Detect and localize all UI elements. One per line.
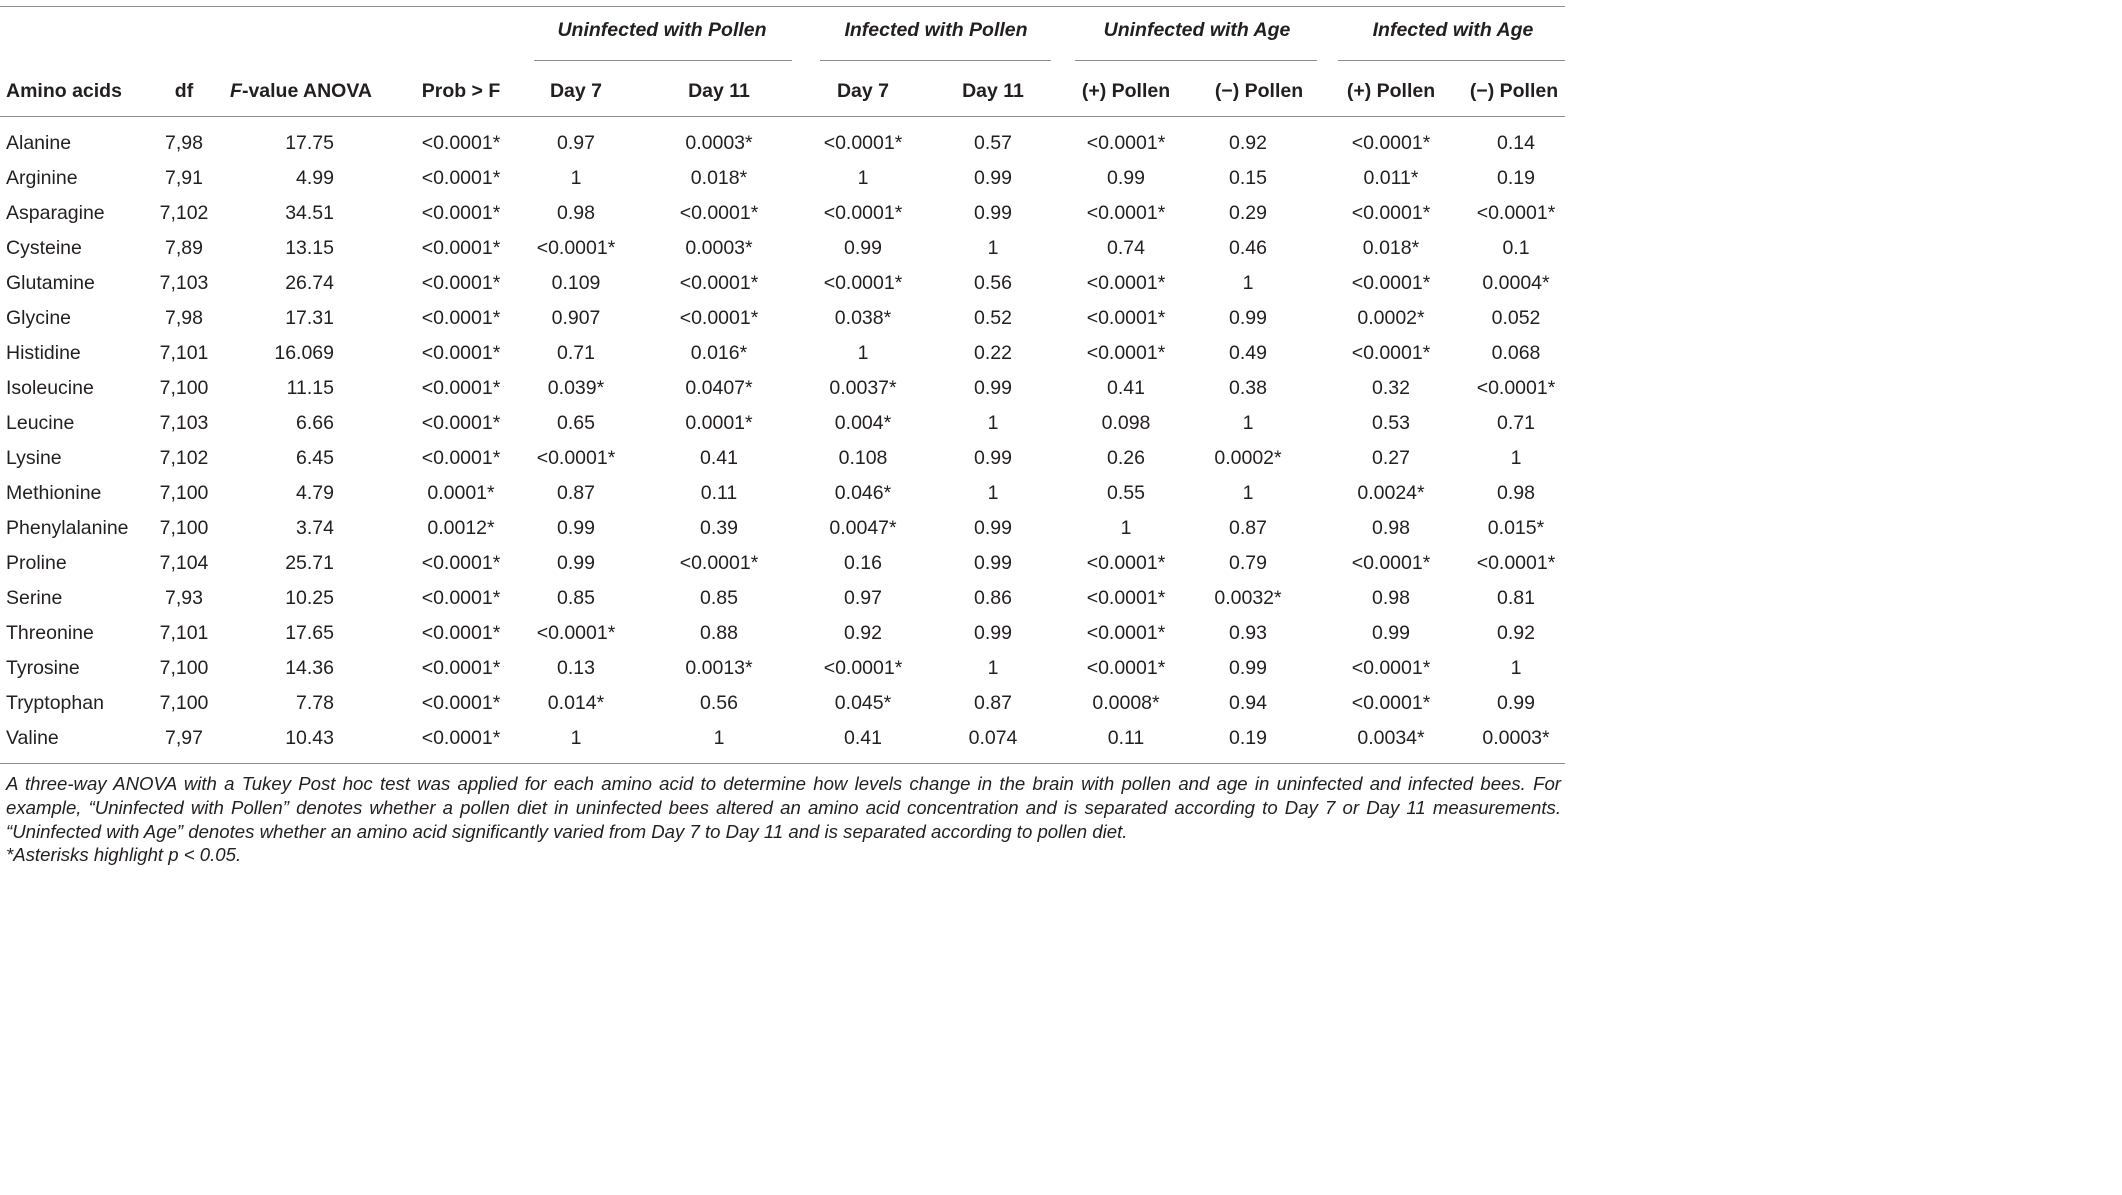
table-cell: <0.0001* xyxy=(1086,342,1166,364)
table-cell: 0.0003* xyxy=(1482,727,1550,749)
header-infected-pollen-day11: Day 11 xyxy=(962,80,1024,102)
table-cell: 0.87 xyxy=(974,692,1012,714)
table-cell: 0.41 xyxy=(700,447,738,469)
table-cell: 0.81 xyxy=(1497,587,1535,609)
table-cell: 0.56 xyxy=(974,272,1012,294)
table-cell: <0.0001* xyxy=(679,307,759,329)
table-cell: <0.0001* xyxy=(679,272,759,294)
table-cell: <0.0001* xyxy=(1351,132,1431,154)
table-cell: 0.41 xyxy=(844,727,882,749)
table-cell: 0.99 xyxy=(974,202,1012,224)
table-cell: 7,97 xyxy=(165,727,203,749)
table-cell: 0.98 xyxy=(557,202,595,224)
table-cell: <0.0001* xyxy=(1086,272,1166,294)
table-cell: 0.052 xyxy=(1491,307,1541,329)
table-cell: 0.1 xyxy=(1502,237,1530,259)
table-cell: 4.99 xyxy=(296,167,334,189)
table-cell: 0.56 xyxy=(700,692,738,714)
amino-acid-name: Lysine xyxy=(6,447,62,469)
table-cell: 0.99 xyxy=(1372,622,1410,644)
header-prob: Prob > F xyxy=(421,80,501,102)
table-cell: 0.0002* xyxy=(1357,307,1425,329)
table-cell: 0.46 xyxy=(1229,237,1267,259)
table-cell: 0.11 xyxy=(700,482,738,504)
table-cell: 0.99 xyxy=(974,167,1012,189)
table-cell: <0.0001* xyxy=(1086,587,1166,609)
table-cell: 1 xyxy=(1120,517,1132,539)
table-cell: <0.0001* xyxy=(1351,692,1431,714)
table-cell: 1 xyxy=(857,342,869,364)
table-cell: 0.046* xyxy=(834,482,892,504)
table-cell: 7,89 xyxy=(165,237,203,259)
group-rule-uninfected-age xyxy=(1075,60,1317,61)
table-cell: 1 xyxy=(1242,482,1254,504)
table-cell: 0.0037* xyxy=(829,377,897,399)
table-cell: <0.0001* xyxy=(1351,552,1431,574)
table-cell: <0.0001* xyxy=(1476,377,1556,399)
table-cell: 10.43 xyxy=(285,727,334,749)
footnote-asterisk: *Asterisks highlight p < 0.05. xyxy=(6,844,242,866)
group-header-uninfected-age: Uninfected with Age xyxy=(1103,19,1291,41)
table-cell: 0.99 xyxy=(557,517,595,539)
table-cell: <0.0001* xyxy=(823,132,903,154)
table-cell: 0.39 xyxy=(700,517,738,539)
amino-acid-name: Isoleucine xyxy=(6,377,94,399)
table-cell: 0.65 xyxy=(557,412,595,434)
table-footnote xyxy=(6,772,1561,867)
table-cell: 0.0013* xyxy=(685,657,753,679)
amino-acid-name: Threonine xyxy=(6,622,94,644)
table-cell: 11.15 xyxy=(286,377,334,399)
table-cell: 3.74 xyxy=(296,517,334,539)
table-cell: 0.52 xyxy=(974,307,1012,329)
table-cell: 0.907 xyxy=(551,307,601,329)
table-cell: 7,104 xyxy=(159,552,209,574)
table-cell: 0.29 xyxy=(1229,202,1267,224)
table-cell: 0.88 xyxy=(700,622,738,644)
header-uninfected-pollen-day7: Day 7 xyxy=(549,80,603,102)
table-cell: 7,100 xyxy=(159,482,209,504)
amino-acid-name: Cysteine xyxy=(6,237,82,259)
amino-acid-name: Phenylalanine xyxy=(6,517,129,539)
header-bottom-rule xyxy=(0,116,1565,117)
table-cell: 7,98 xyxy=(165,132,203,154)
table-cell: 0.0047* xyxy=(829,517,897,539)
table-cell: 0.16 xyxy=(844,552,882,574)
table-cell: <0.0001* xyxy=(421,237,501,259)
table-cell: 0.015* xyxy=(1487,517,1545,539)
table-cell: 7,102 xyxy=(159,447,209,469)
table-cell: 7,91 xyxy=(165,167,203,189)
table-cell: <0.0001* xyxy=(421,342,501,364)
table-cell: 0.014* xyxy=(547,692,605,714)
table-cell: <0.0001* xyxy=(421,552,501,574)
table-cell: <0.0001* xyxy=(823,202,903,224)
table-cell: 0.0003* xyxy=(685,237,753,259)
table-cell: 1 xyxy=(987,237,999,259)
table-cell: <0.0001* xyxy=(1476,202,1556,224)
table-cell: 7,98 xyxy=(165,307,203,329)
table-cell: 0.109 xyxy=(551,272,601,294)
table-cell: 0.0004* xyxy=(1482,272,1550,294)
header-infected-age-minus-pollen: (−) Pollen xyxy=(1469,80,1559,102)
table-cell: 0.98 xyxy=(1372,587,1410,609)
table-cell: <0.0001* xyxy=(421,377,501,399)
table-cell: 16.069 xyxy=(274,342,334,364)
table-cell: 13.15 xyxy=(285,237,334,259)
table-cell: 0.93 xyxy=(1229,622,1267,644)
table-cell: <0.0001* xyxy=(421,167,501,189)
table-cell: 0.074 xyxy=(968,727,1018,749)
table-cell: <0.0001* xyxy=(1086,622,1166,644)
table-cell: <0.0001* xyxy=(1086,202,1166,224)
header-amino-acids: Amino acids xyxy=(6,80,122,102)
amino-acid-name: Leucine xyxy=(6,412,75,434)
table-cell: 0.99 xyxy=(844,237,882,259)
table-cell: 0.99 xyxy=(974,447,1012,469)
table-cell: 0.99 xyxy=(1497,692,1535,714)
amino-acid-name: Methionine xyxy=(6,482,102,504)
table-cell: 0.22 xyxy=(974,342,1012,364)
header-infected-age-plus-pollen: (+) Pollen xyxy=(1346,80,1436,102)
table-cell: 0.99 xyxy=(974,622,1012,644)
table-cell: <0.0001* xyxy=(1351,272,1431,294)
table-cell: 0.045* xyxy=(834,692,892,714)
table-cell: 0.32 xyxy=(1372,377,1410,399)
table-cell: 0.87 xyxy=(557,482,595,504)
table-cell: <0.0001* xyxy=(1086,552,1166,574)
table-cell: 17.31 xyxy=(285,307,334,329)
footnote-text: A three-way ANOVA with a Tukey Post hoc test was applied for each amino acid to determine how levels change in the brain with pollen and age in uninfected and infected bees. For example, “Uninfected with Pollen” denotes whether a pollen diet in uninfected bees altered an amino acid concentration and is separated according to Day 7 or Day 11 measurements. “Uninfected with Age” denotes whether an amino acid significantly varied from Day 7 to Day 11 and is separated according to pollen diet. xyxy=(6,773,1561,842)
table-cell: 0.38 xyxy=(1229,377,1267,399)
table-cell: 0.99 xyxy=(974,517,1012,539)
table-cell: 0.19 xyxy=(1229,727,1267,749)
table-cell: 0.86 xyxy=(974,587,1012,609)
table-cell: 0.71 xyxy=(557,342,595,364)
table-cell: 0.94 xyxy=(1229,692,1267,714)
table-cell: <0.0001* xyxy=(421,622,501,644)
amino-acid-name: Histidine xyxy=(6,342,81,364)
table-cell: 1 xyxy=(1242,272,1254,294)
table-cell: <0.0001* xyxy=(679,202,759,224)
amino-acid-name: Tyrosine xyxy=(6,657,80,679)
table-cell: 0.0001* xyxy=(685,412,753,434)
table-cell: 17.65 xyxy=(285,622,334,644)
table-cell: <0.0001* xyxy=(421,587,501,609)
table-cell: 0.98 xyxy=(1372,517,1410,539)
table-cell: 0.011* xyxy=(1363,167,1419,189)
table-cell: 4.79 xyxy=(296,482,334,504)
table-cell: 0.74 xyxy=(1107,237,1145,259)
table-cell: 0.99 xyxy=(557,552,595,574)
table-cell: 1 xyxy=(987,482,999,504)
table-cell: 1 xyxy=(570,727,582,749)
table-cell: 0.039* xyxy=(547,377,605,399)
table-cell: 0.99 xyxy=(1229,307,1267,329)
table-cell: <0.0001* xyxy=(1086,132,1166,154)
table-cell: 0.0024* xyxy=(1357,482,1425,504)
table-cell: 14.36 xyxy=(285,657,334,679)
table-cell: 0.98 xyxy=(1497,482,1535,504)
group-rule-infected-pollen xyxy=(820,60,1051,61)
table-cell: 0.26 xyxy=(1107,447,1145,469)
table-cell: 0.99 xyxy=(974,377,1012,399)
table-cell: 0.53 xyxy=(1372,412,1410,434)
group-rule-uninfected-pollen xyxy=(534,60,792,61)
table-cell: 1 xyxy=(570,167,582,189)
table-cell: 0.99 xyxy=(974,552,1012,574)
table-cell: 7,103 xyxy=(159,412,209,434)
table-cell: 0.018* xyxy=(1362,237,1420,259)
table-cell: <0.0001* xyxy=(1086,657,1166,679)
table-cell: 0.0407* xyxy=(685,377,753,399)
table-cell: 0.19 xyxy=(1497,167,1535,189)
table-cell: 0.55 xyxy=(1107,482,1145,504)
table-cell: 0.71 xyxy=(1497,412,1535,434)
table-cell: <0.0001* xyxy=(421,272,501,294)
table-cell: 0.0012* xyxy=(427,517,495,539)
table-cell: 1 xyxy=(987,412,999,434)
table-cell: 34.51 xyxy=(285,202,334,224)
table-cell: 6.66 xyxy=(296,412,334,434)
table-cell: <0.0001* xyxy=(1351,342,1431,364)
table-cell: <0.0001* xyxy=(421,132,501,154)
group-rule-infected-age xyxy=(1338,60,1565,61)
header-infected-pollen-day7: Day 7 xyxy=(836,80,890,102)
table-cell: 1 xyxy=(1510,447,1522,469)
table-cell: 0.57 xyxy=(974,132,1012,154)
table-cell: 7,100 xyxy=(159,517,209,539)
table-cell: 0.92 xyxy=(844,622,882,644)
table-cell: 0.85 xyxy=(557,587,595,609)
table-cell: <0.0001* xyxy=(1351,657,1431,679)
amino-acid-name: Proline xyxy=(6,552,67,574)
table-cell: 25.71 xyxy=(285,552,334,574)
table-cell: 0.97 xyxy=(844,587,882,609)
table-cell: 0.13 xyxy=(557,657,595,679)
table-bottom-rule xyxy=(0,763,1565,764)
table-cell: 0.0034* xyxy=(1357,727,1425,749)
amino-acid-name: Tryptophan xyxy=(6,692,104,714)
header-f-rest: -value ANOVA xyxy=(241,80,372,102)
table-top-rule xyxy=(0,6,1565,7)
table-cell: 0.098 xyxy=(1101,412,1151,434)
table-cell: 7,100 xyxy=(159,692,209,714)
table-cell: 0.27 xyxy=(1372,447,1410,469)
table-cell: 10.25 xyxy=(285,587,334,609)
table-cell: 1 xyxy=(1510,657,1522,679)
group-header-uninfected-pollen: Uninfected with Pollen xyxy=(557,19,767,41)
amino-acid-name: Glutamine xyxy=(6,272,95,294)
header-uninfected-age-minus-pollen: (−) Pollen xyxy=(1214,80,1304,102)
table-cell: 0.79 xyxy=(1229,552,1267,574)
table-cell: 0.068 xyxy=(1491,342,1541,364)
table-cell: <0.0001* xyxy=(823,272,903,294)
table-cell: <0.0001* xyxy=(1351,202,1431,224)
table-cell: 0.85 xyxy=(700,587,738,609)
table-cell: 1 xyxy=(857,167,869,189)
table-cell: 0.0002* xyxy=(1214,447,1282,469)
table-cell: 1 xyxy=(713,727,725,749)
header-uninfected-pollen-day11: Day 11 xyxy=(688,80,750,102)
table-cell: 7,100 xyxy=(159,657,209,679)
table-cell: 0.0032* xyxy=(1214,587,1282,609)
table-cell: 0.11 xyxy=(1107,727,1145,749)
table-cell: 0.0001* xyxy=(427,482,495,504)
table-cell: 7,103 xyxy=(159,272,209,294)
table-cell: <0.0001* xyxy=(536,447,616,469)
table-cell: 0.0003* xyxy=(685,132,753,154)
table-cell: 0.97 xyxy=(557,132,595,154)
table-cell: <0.0001* xyxy=(421,202,501,224)
group-header-infected-age: Infected with Age xyxy=(1372,19,1534,41)
amino-acid-name: Asparagine xyxy=(6,202,105,224)
table-cell: <0.0001* xyxy=(536,237,616,259)
amino-acid-name: Alanine xyxy=(6,132,72,154)
table-cell: 0.49 xyxy=(1229,342,1267,364)
table-cell: 0.92 xyxy=(1229,132,1267,154)
table-cell: <0.0001* xyxy=(536,622,616,644)
table-cell: <0.0001* xyxy=(421,692,501,714)
amino-acid-name: Glycine xyxy=(6,307,72,329)
amino-acid-name: Arginine xyxy=(6,167,78,189)
table-cell: 0.018* xyxy=(690,167,748,189)
table-cell: 0.99 xyxy=(1229,657,1267,679)
table-cell: 7,101 xyxy=(159,622,209,644)
header-uninfected-age-plus-pollen: (+) Pollen xyxy=(1081,80,1171,102)
table-cell: 0.15 xyxy=(1229,167,1267,189)
table-cell: 0.14 xyxy=(1497,132,1535,154)
table-cell: 7,101 xyxy=(159,342,209,364)
table-cell: <0.0001* xyxy=(1086,307,1166,329)
header-df: df xyxy=(174,80,194,102)
table-cell: <0.0001* xyxy=(679,552,759,574)
table-cell: 6.45 xyxy=(296,447,334,469)
table-cell: 17.75 xyxy=(285,132,334,154)
amino-acid-name: Valine xyxy=(6,727,59,749)
amino-acid-name: Serine xyxy=(6,587,63,609)
table-cell: 0.004* xyxy=(834,412,892,434)
table-cell: <0.0001* xyxy=(421,657,501,679)
table-cell: 1 xyxy=(1242,412,1254,434)
table-cell: 7,102 xyxy=(159,202,209,224)
table-cell: 26.74 xyxy=(285,272,334,294)
table-cell: 7,100 xyxy=(159,377,209,399)
table-cell: 0.016* xyxy=(690,342,748,364)
table-cell: 0.108 xyxy=(838,447,888,469)
table-cell: <0.0001* xyxy=(421,447,501,469)
table-cell: <0.0001* xyxy=(421,307,501,329)
header-f-value xyxy=(230,80,372,102)
table-cell: <0.0001* xyxy=(823,657,903,679)
table-cell: 0.92 xyxy=(1497,622,1535,644)
table-cell: 0.87 xyxy=(1229,517,1267,539)
table-cell: 7,93 xyxy=(165,587,203,609)
table-cell: <0.0001* xyxy=(421,727,501,749)
table-cell: 0.038* xyxy=(834,307,892,329)
table-cell: 0.0008* xyxy=(1092,692,1160,714)
table-cell: <0.0001* xyxy=(421,412,501,434)
table-cell: <0.0001* xyxy=(1476,552,1556,574)
table-cell: 1 xyxy=(987,657,999,679)
table-cell: 0.41 xyxy=(1107,377,1145,399)
group-header-infected-pollen: Infected with Pollen xyxy=(844,19,1028,41)
header-f-italic: F xyxy=(230,80,242,102)
table-cell: 7.78 xyxy=(296,692,334,714)
table-cell: 0.99 xyxy=(1107,167,1145,189)
